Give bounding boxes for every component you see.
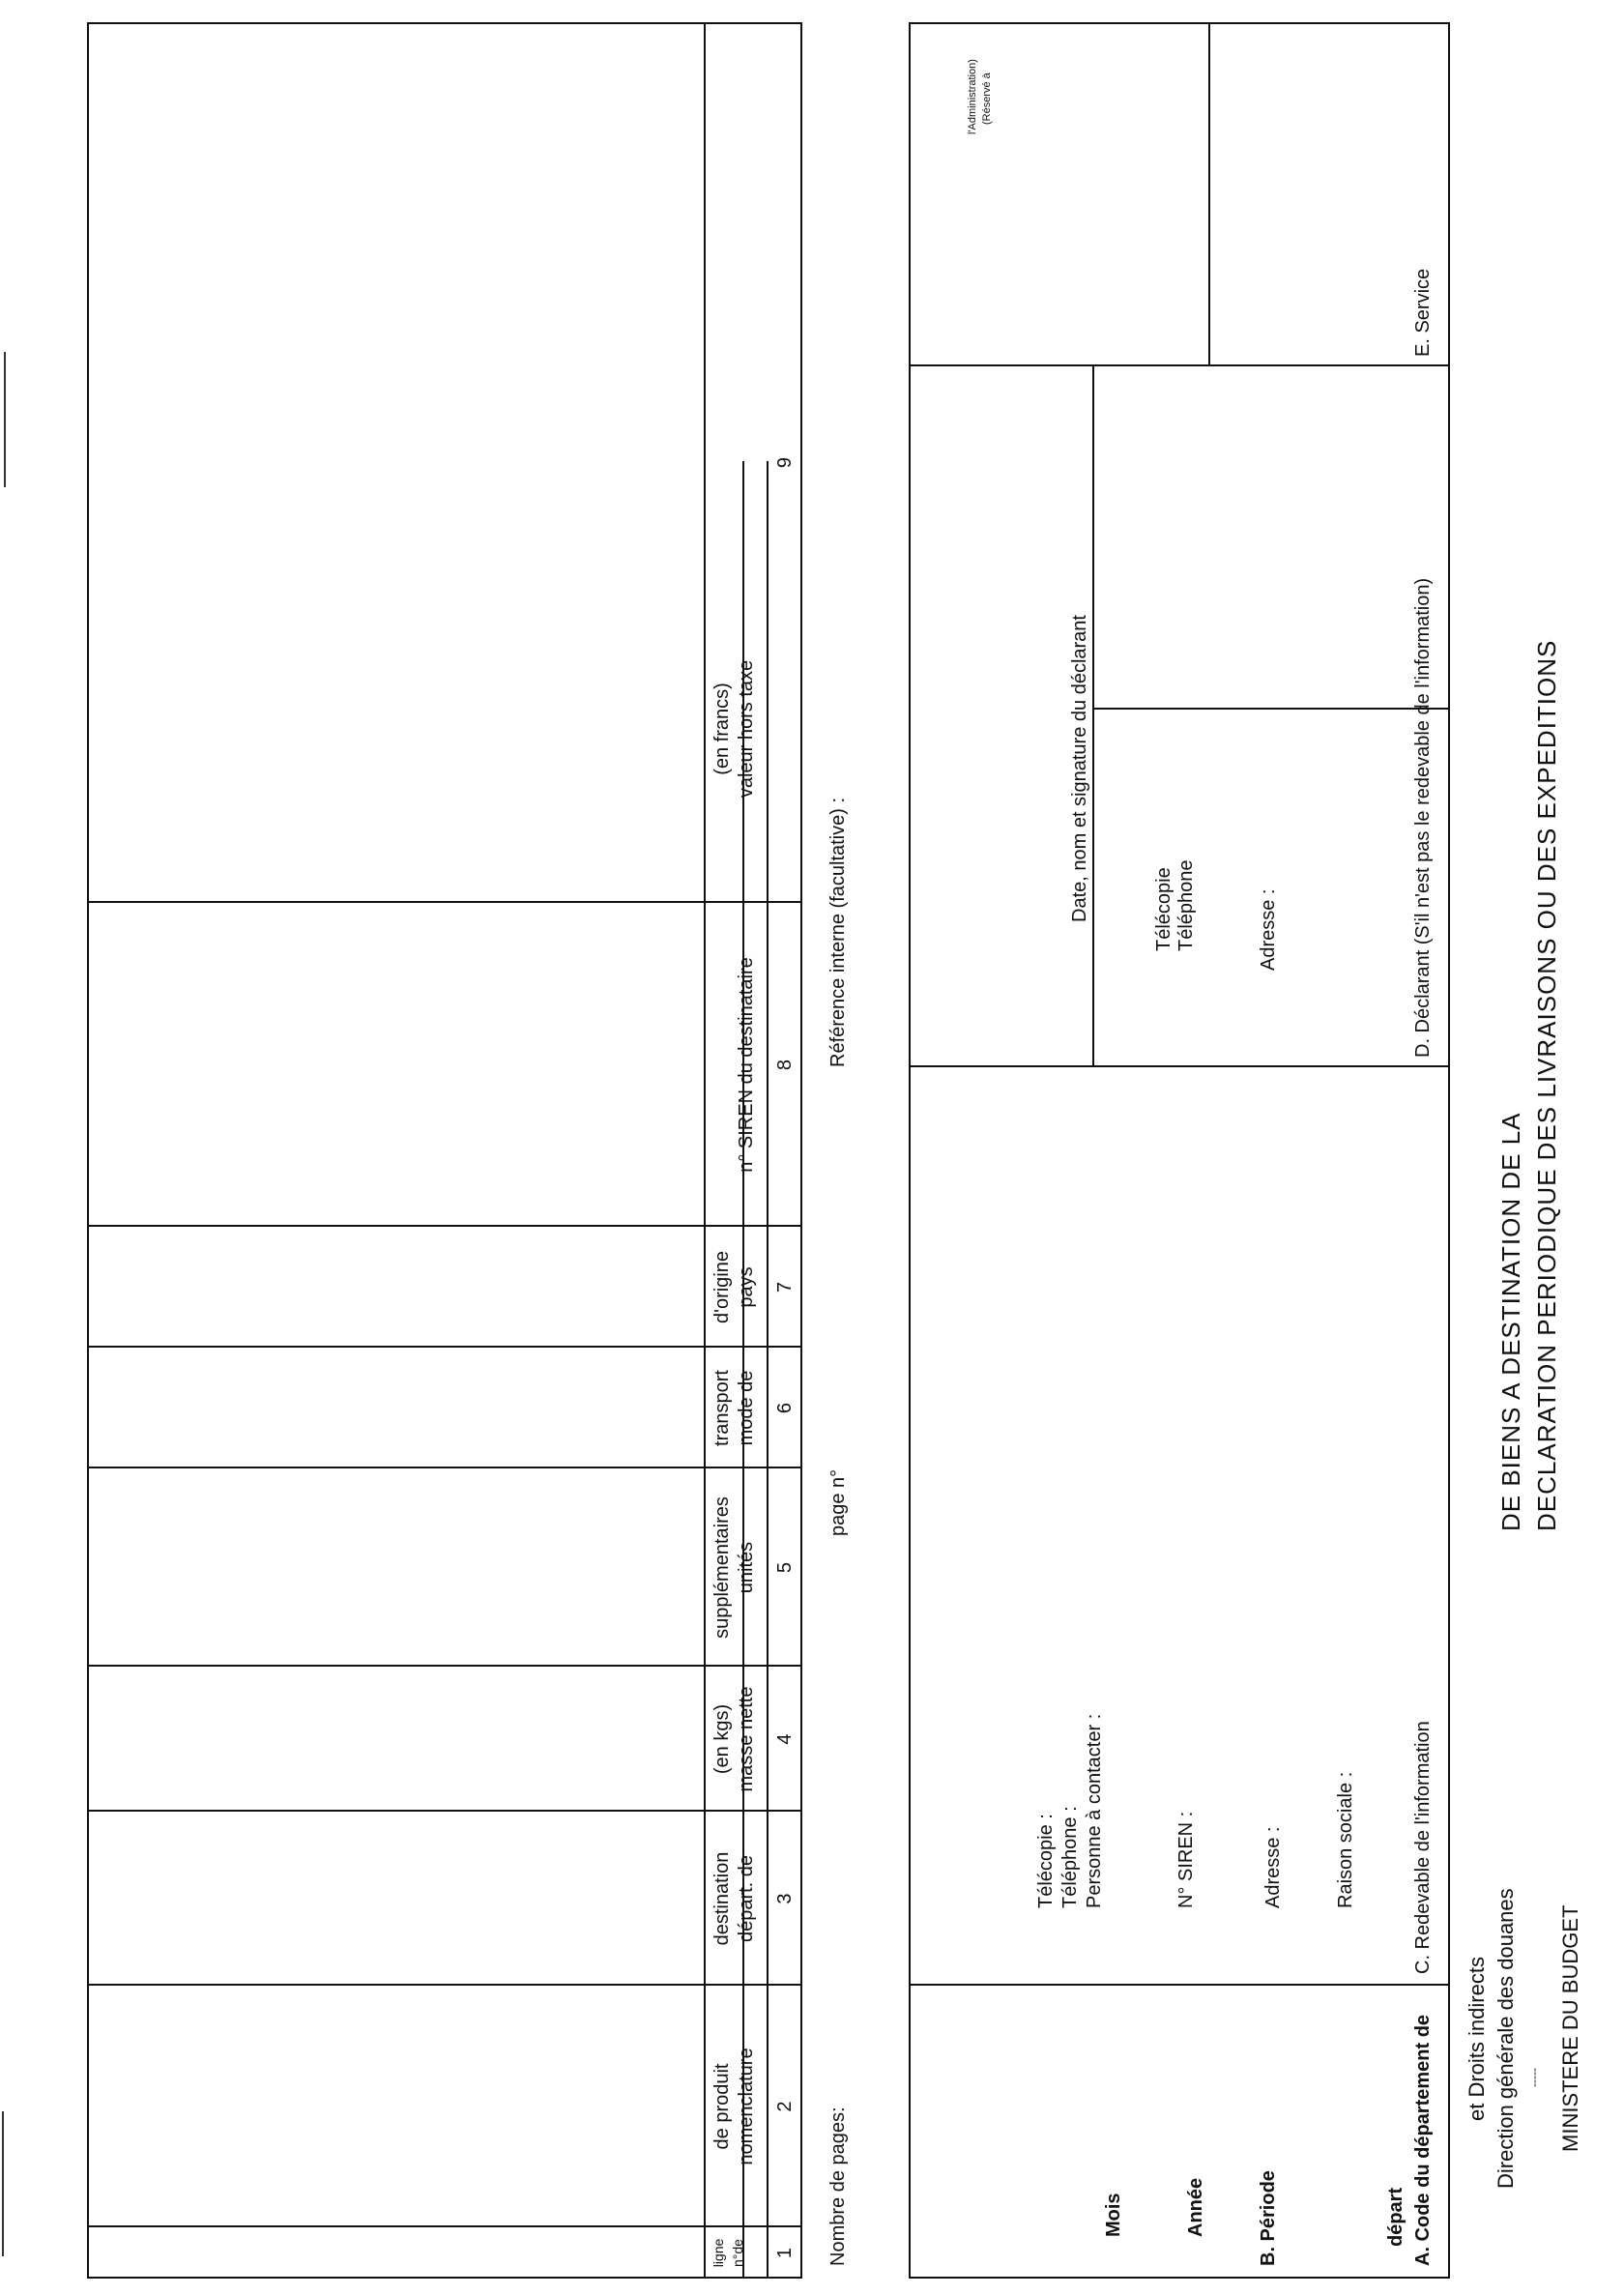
column-separator — [87, 1346, 802, 1348]
divider — [1092, 366, 1094, 1067]
column-number: 9 — [774, 456, 796, 469]
column-header: valeur hors taxe — [736, 659, 757, 799]
period-label: B. Période — [1258, 2170, 1279, 2266]
column-header: n°de — [730, 2239, 745, 2267]
section-e-label: E. Service — [1412, 268, 1434, 357]
column-number: 7 — [774, 1281, 796, 1293]
column-header: ligne — [710, 2238, 726, 2268]
column-header: masse nette — [736, 1686, 757, 1792]
d-telecopie-label: Télécopie — [1153, 867, 1174, 951]
column-separator — [87, 1467, 802, 1468]
divider — [1208, 22, 1210, 366]
divider — [1092, 708, 1450, 710]
column-header: d'origine — [711, 1251, 733, 1323]
column-number: 6 — [774, 1402, 796, 1414]
pages-count-label: Nombre de pages: — [827, 2106, 849, 2266]
direction-line-2: et Droits indirects — [1464, 1957, 1489, 2121]
signature-label: Date, nom et signature du déclarant — [1069, 615, 1090, 922]
section-c-label: C. Redevable de l'information — [1412, 1721, 1434, 1974]
column-number: 4 — [774, 1733, 796, 1745]
divider — [909, 1065, 1450, 1067]
scan-artifact — [4, 352, 6, 487]
page-number-label: page n° — [827, 1468, 849, 1536]
section-a-label: A. Code du département de — [1412, 2014, 1434, 2266]
c-telecopie-label: Télécopie : — [1035, 1814, 1057, 1908]
declarant-info-box — [909, 22, 1450, 2279]
c-telephone-label: Téléphone : — [1059, 1806, 1081, 1908]
column-header: supplémentaires — [711, 1496, 733, 1639]
column-header: n° SIREN du destinataire — [736, 957, 757, 1173]
column-separator — [87, 1665, 802, 1667]
column-number: 2 — [774, 2101, 796, 2112]
column-header: de produit — [711, 2063, 733, 2150]
column-header: (en kgs) — [711, 1703, 733, 1775]
column-number: 8 — [774, 1059, 796, 1071]
column-header: mode de — [736, 1370, 757, 1446]
year-label: Année — [1185, 2177, 1206, 2237]
divider — [909, 1984, 1450, 1986]
ministry-dash: ----- — [1527, 2068, 1541, 2087]
column-header: nomenclature — [736, 2048, 757, 2165]
column-header: destination — [711, 1851, 733, 1946]
d-adresse-label: Adresse : — [1258, 888, 1279, 971]
divider — [1208, 364, 1450, 366]
column-number: 5 — [774, 1561, 796, 1574]
reserve-line-2: l'Administration) — [967, 59, 978, 134]
header-row-separator — [704, 22, 706, 2279]
form-title-line-1: DECLARATION PERIODIQUE DES LIVRAISONS OU DES EXPEDITIONS — [1532, 639, 1561, 1531]
d-telephone-label: Téléphone — [1175, 859, 1197, 951]
column-separator — [87, 1225, 802, 1227]
column-separator — [87, 2225, 802, 2227]
section-a-label-2: départ — [1385, 2187, 1406, 2247]
column-separator — [87, 1984, 802, 1986]
contact-label: Personne à contacter : — [1084, 1713, 1105, 1908]
header-row-separator — [767, 461, 768, 2279]
ministry-name: MINISTERE DU BUDGET — [1558, 1904, 1582, 2152]
direction-line-1: Direction générale des douanes — [1494, 1888, 1518, 2189]
month-label: Mois — [1103, 2193, 1124, 2237]
column-number: 3 — [774, 1893, 796, 1904]
column-header: départ. de — [736, 1854, 757, 1943]
scan-artifact — [2, 2111, 4, 2256]
column-number: 1 — [774, 2247, 796, 2259]
column-header: (en francs) — [711, 683, 733, 775]
column-header: unités — [736, 1541, 757, 1594]
column-separator — [87, 901, 802, 903]
siren-label: N° SIREN : — [1175, 1811, 1197, 1908]
column-header: pays — [736, 1266, 757, 1308]
internal-ref-label: Référence interne (facultative) : — [827, 797, 849, 1067]
goods-table — [87, 22, 802, 2279]
section-d-label: D. Déclarant (S'il n'est pas le redevable de l'information) — [1412, 577, 1434, 1058]
column-header: transport — [711, 1370, 733, 1446]
raison-sociale-label: Raison sociale : — [1335, 1771, 1356, 1908]
form-title-line-2: DE BIENS A DESTINATION DE LA — [1496, 1112, 1525, 1531]
c-adresse-label: Adresse : — [1262, 1826, 1284, 1908]
column-separator — [87, 1810, 802, 1812]
reserve-line-1: (Réservé à — [981, 73, 993, 125]
